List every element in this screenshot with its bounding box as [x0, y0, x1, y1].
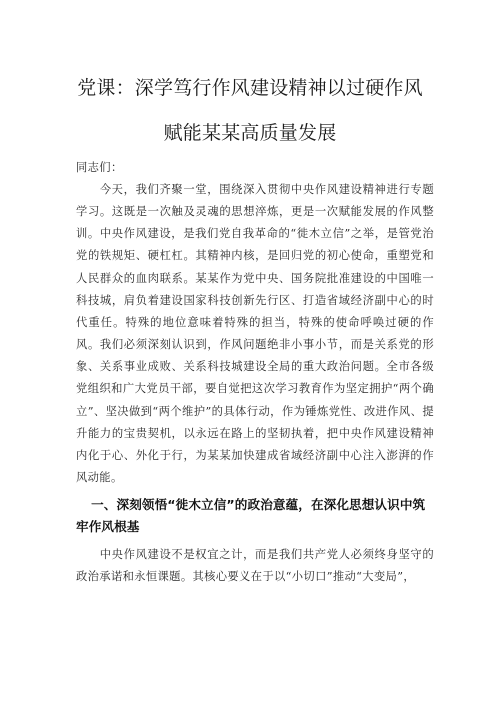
document-title-line-2: 赋能某某高质量发展	[163, 122, 337, 144]
section-1-heading: 一、深刻领悟“徙木立信”的政治意蕴，在深化思想认识中筑牢作风根基	[76, 497, 426, 535]
document-title-line-1: 党课：深学笃行作风建设精神以过硬作风	[77, 77, 423, 99]
salutation: 同志们：	[76, 161, 123, 174]
intro-paragraph: 今天，我们齐聚一堂，围绕深入贯彻中央作风建设精神进行专题学习。这既是一次触及灵魂的思想淬炼，更是一次赋能发展的作风整训。中央作风建设，是我们党自我革命的“徙木立信”之举，是管党治党的铁规矩、硬杠杠。其精神内核，是回归党的初心使命，重塑党和人民群众的血肉联系。某某作为党中央、国务院批准建设的中国唯一科技城，肩负着建设国家科技创新先行区、打造省域经济副中心的时代重任。特殊的地位意味着特殊的担当，特殊的使命呼唤过硬的作风。我们必须深刻认识到，作风问题绝非小事小节，而是关系党的形象、关系事业成败、关系科技城建设全局的重大政治问题。全市各级党组织和广大党员干部，要自觉把这次学习教育作为坚定拥护“两个确立”、坚决做到“两个维护”的具体行动，作为锤炼党性、改进作风、提升能力的宝贵契机，以永远在路上的坚韧执着，把中央作风建设精神内化于心、外化于行，为某某加快建成省域经济副中心注入澎湃的作风动能。	[76, 183, 434, 485]
document-body	[76, 157, 434, 589]
section-1-paragraph: 中央作风建设不是权宜之计，而是我们共产党人必须终身坚守的政治承诺和永恒课题。其核心要义在于以“小切口”推动“大变局”，	[76, 548, 434, 584]
